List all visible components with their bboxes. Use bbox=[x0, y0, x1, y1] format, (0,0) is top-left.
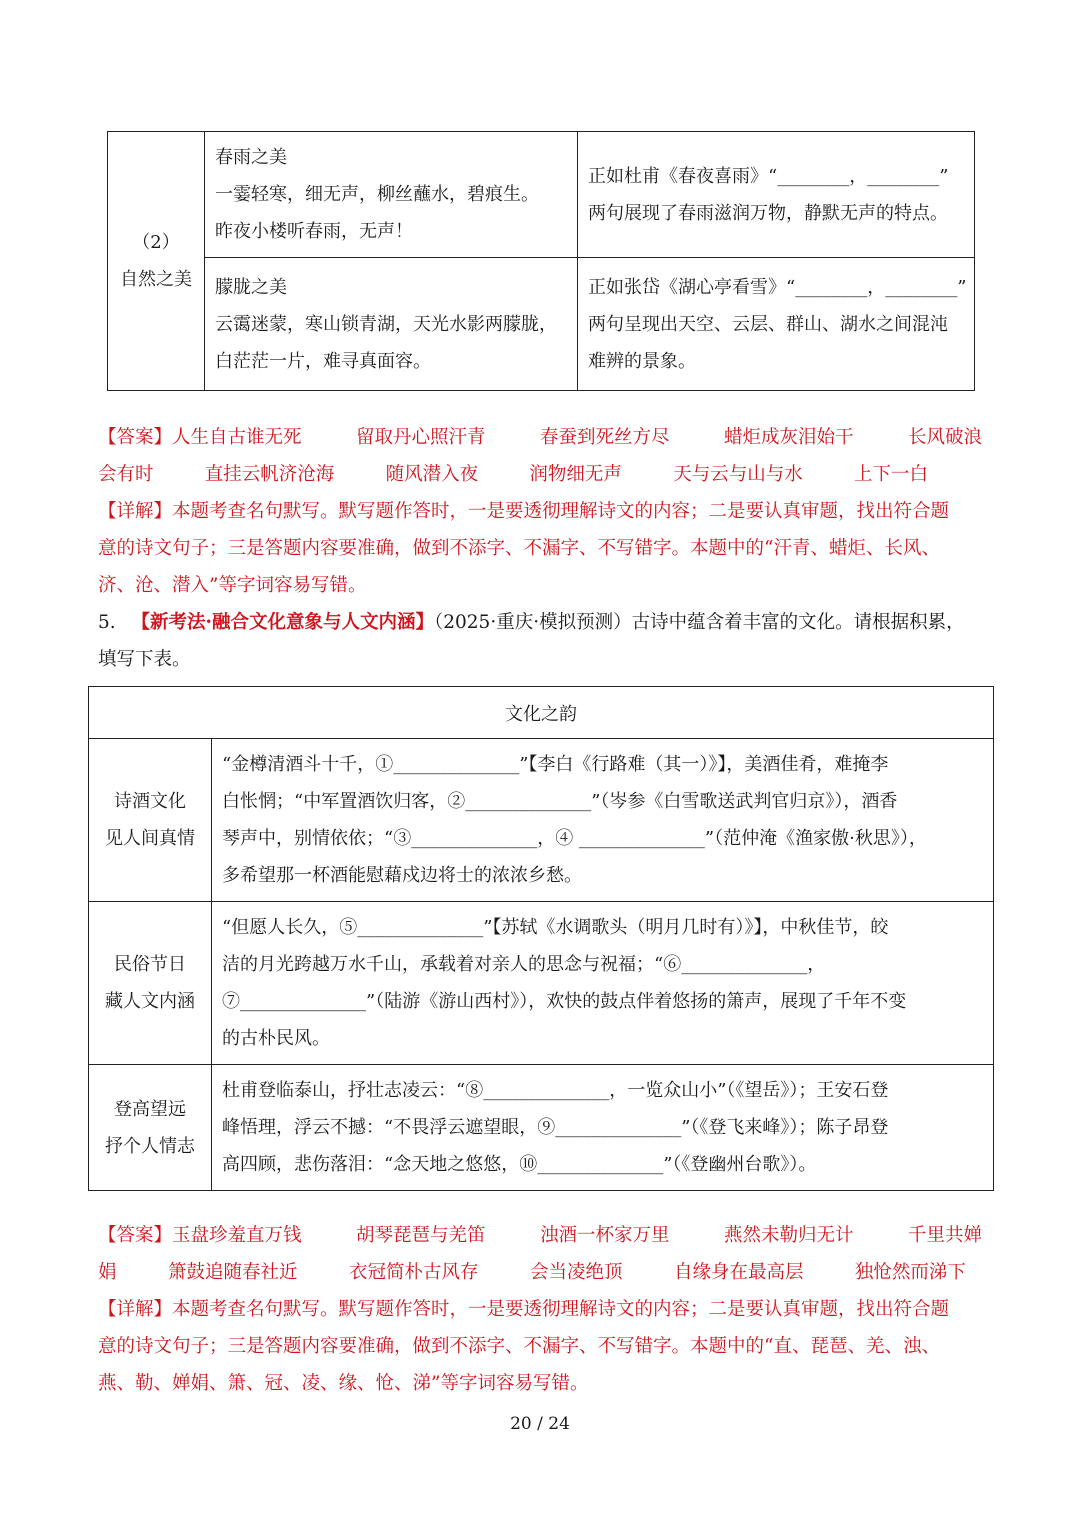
mid-line: 云霭迷蒙，寒山锁青湖，天光水影两朦胧， bbox=[215, 313, 557, 335]
table2-header: 文化之韵 bbox=[89, 687, 994, 739]
right-line: 两句呈现出天空、云层、群山、湖水之间混沌 bbox=[588, 313, 948, 335]
answer-item: 随风潜入夜 bbox=[385, 464, 479, 485]
answer-item: 上下一白 bbox=[853, 464, 928, 485]
answer-item: 人生自古谁无死 bbox=[172, 427, 302, 448]
content-line: 白怅惘；“中军置酒饮归客，②______________”（岑参《白雪歌送武判官归京》），酒香 bbox=[222, 791, 898, 812]
content-line: 峰悟理，浮云不撼：“不畏浮云遮望眼，⑨______________”（《登飞来峰》）；陈子昂登 bbox=[222, 1117, 889, 1138]
answer-item: 胡琴琵琶与羌笛 bbox=[356, 1225, 486, 1246]
content-line: 琴声中，别情依依；“③______________，④ ______________”（范仲淹《渔家傲·秋思》）， bbox=[222, 828, 927, 849]
detail1-line2: 意的诗文句子；三是答题内容要准确，做到不添字、不漏字、不写错字。本题中的“汗青、蜡炬、长风、 bbox=[98, 538, 940, 559]
mid-line: 白茫茫一片，难寻真面容。 bbox=[215, 350, 431, 372]
content-line: 杜甫登临泰山，抒壮志凌云：“⑧______________，一览众山小”（《望岳》）；王安石登 bbox=[222, 1080, 889, 1101]
question-text: 古诗中蕴含着丰富的文化。请根据积累， bbox=[631, 612, 965, 633]
detail-label: 【详解】 bbox=[98, 501, 173, 522]
table2-row1-content bbox=[212, 739, 994, 902]
label-number: （2） bbox=[132, 232, 180, 253]
mid-line: 朦胧之美 bbox=[215, 276, 287, 298]
detail2-line2: 意的诗文句子；三是答题内容要准确，做到不添字、不漏字、不写错字。本题中的“直、琵琶、羌、浊、 bbox=[98, 1336, 940, 1357]
answer-item: 会当凌绝顶 bbox=[529, 1262, 623, 1283]
answer2-line1 bbox=[98, 1223, 982, 1249]
table2-row2-label bbox=[89, 902, 212, 1065]
row-label-line: 登高望远 bbox=[114, 1098, 186, 1120]
right-line: 两句展现了春雨滋润万物，静默无声的特点。 bbox=[588, 202, 948, 224]
row-label-line: 诗酒文化 bbox=[114, 791, 186, 812]
row-label-line: 抒个人情志 bbox=[105, 1135, 195, 1157]
answer-item: 直挂云帆济沧海 bbox=[204, 464, 335, 485]
question-source: （2025·重庆·模拟预测） bbox=[434, 612, 632, 633]
right-line: 难辨的景象。 bbox=[588, 350, 696, 372]
question5-line1 bbox=[98, 610, 965, 636]
content-line: 高四顾，悲伤落泪：“念天地之悠悠，⑩______________”（《登幽州台歌》）。 bbox=[222, 1154, 817, 1175]
answer-item: 天与云与山与水 bbox=[673, 464, 803, 485]
detail1-line1 bbox=[98, 499, 949, 525]
answer-item: 浊酒一杯家万里 bbox=[539, 1225, 670, 1246]
answer-item: 千里共婵 bbox=[907, 1225, 982, 1246]
answer-item: 独怆然而涕下 bbox=[854, 1262, 966, 1283]
table1-row2-right bbox=[578, 258, 975, 391]
table2-row3-content bbox=[212, 1065, 994, 1191]
answer2-line2 bbox=[98, 1260, 966, 1286]
answer-item: 玉盘珍羞直万钱 bbox=[172, 1225, 302, 1246]
content-line: 多希望那一杯酒能慰藉戍边将士的浓浓乡愁。 bbox=[222, 865, 582, 886]
mid-line: 一霎轻寒，细无声，柳丝蘸水，碧痕生。 bbox=[215, 184, 539, 205]
answer-item: 润物细无声 bbox=[529, 464, 622, 485]
table2-row3-label bbox=[89, 1065, 212, 1191]
page-number: 20 / 24 bbox=[510, 1414, 570, 1434]
right-line: 正如杜甫《春夜喜雨》“________，________” bbox=[588, 165, 949, 187]
detail2-line1 bbox=[98, 1297, 949, 1323]
answer-label: 【答案】 bbox=[98, 1225, 173, 1246]
content-line: 的古朴民风。 bbox=[222, 1028, 330, 1049]
row-label-line: 藏人文内涵 bbox=[105, 991, 195, 1012]
answer1-line2 bbox=[98, 462, 928, 488]
answer-label: 【答案】 bbox=[98, 427, 173, 448]
detail-text: 本题考查名句默写。默写题作答时，一是要透彻理解诗文的内容；二是要认真审题，找出符合题 bbox=[172, 501, 950, 522]
answer-item: 衣冠简朴古风存 bbox=[348, 1262, 479, 1283]
answer-item: 箫鼓追随春社近 bbox=[167, 1262, 298, 1283]
answer-item: 春蚕到死丝方尽 bbox=[539, 427, 670, 448]
right-line: 正如张岱《湖心亭看雪》“________，________” bbox=[588, 276, 967, 298]
answer1-line1 bbox=[98, 425, 982, 451]
answer-item: 燕然未勒归无计 bbox=[723, 1225, 854, 1246]
mid-line: 春雨之美 bbox=[215, 147, 287, 168]
question-tag: 【新考法·融合文化意象与人文内涵】 bbox=[131, 612, 434, 633]
culture-table bbox=[88, 686, 994, 1191]
question-number: 5. bbox=[98, 612, 116, 633]
label-text: 自然之美 bbox=[120, 269, 192, 290]
detail-label: 【详解】 bbox=[98, 1299, 173, 1320]
content-line: “金樽清酒斗十千，①______________”【李白《行路难（其一）》】，美酒佳肴，难掩李 bbox=[222, 754, 889, 775]
row-label-line: 民俗节日 bbox=[114, 954, 186, 975]
answer-item: 蜡炬成灰泪始干 bbox=[723, 427, 854, 448]
content-line: ⑦______________”（陆游《游山西村》），欢快的鼓点伴着悠扬的箫声，展现了千年不变 bbox=[222, 991, 907, 1012]
table2-row1-label bbox=[89, 739, 212, 902]
detail1-line3: 济、沧、潜入”等字词容易写错。 bbox=[98, 575, 367, 596]
content-line: “但愿人长久，⑤______________”【苏轼《水调歌头（明月几时有）》】，中秋佳节，皎 bbox=[222, 917, 889, 938]
content-line: 洁的月光跨越万水千山，承载着对亲人的思念与祝福；“⑥______________， bbox=[222, 954, 826, 975]
answer-item: 长风破浪 bbox=[907, 427, 982, 448]
table1-row2-mid bbox=[205, 258, 578, 391]
mid-line: 昨夜小楼听春雨，无声！ bbox=[215, 221, 413, 242]
nature-beauty-table bbox=[107, 131, 975, 391]
table2-row2-content bbox=[212, 902, 994, 1065]
question5-line2: 填写下表。 bbox=[98, 649, 191, 670]
answer-item: 留取丹心照汗青 bbox=[356, 427, 486, 448]
table1-left-label bbox=[108, 132, 205, 391]
table1-row1-right bbox=[578, 132, 975, 258]
answer-item: 会有时 bbox=[98, 464, 154, 485]
table1-row1-mid bbox=[205, 132, 578, 258]
detail2-line3: 燕、勒、婵娟、箫、冠、凌、缘、怆、涕”等字词容易写错。 bbox=[98, 1373, 589, 1394]
answer-item: 自缘身在最高层 bbox=[673, 1262, 804, 1283]
row-label-line: 见人间真情 bbox=[105, 828, 195, 849]
detail-text: 本题考查名句默写。默写题作答时，一是要透彻理解诗文的内容；二是要认真审题，找出符合题 bbox=[172, 1299, 950, 1320]
answer-item: 娟 bbox=[98, 1262, 117, 1283]
